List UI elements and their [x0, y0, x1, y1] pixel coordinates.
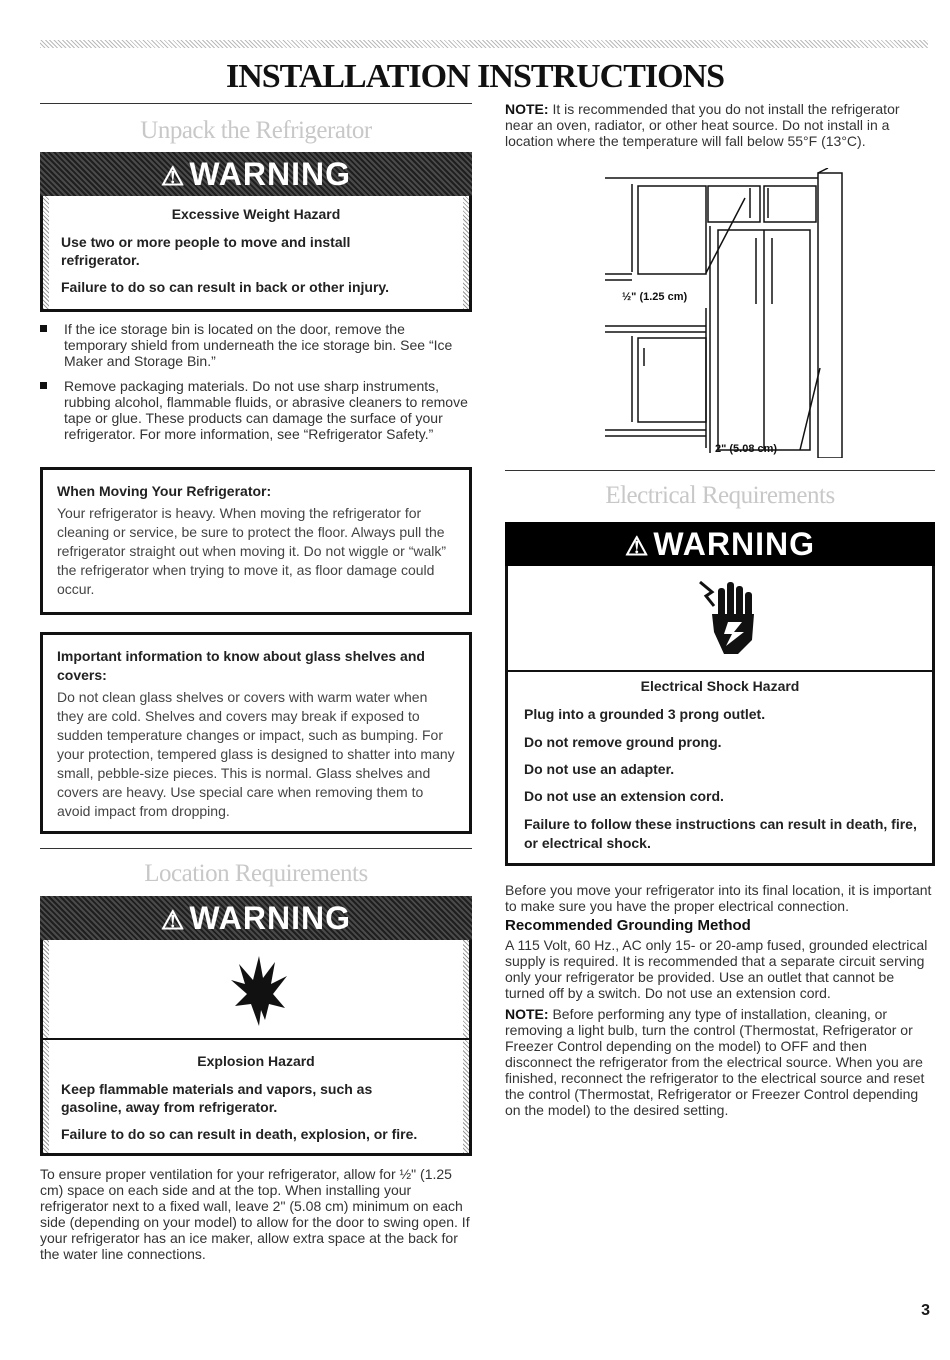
glass-title: Important information to know about glass shelves and covers: — [57, 648, 425, 683]
bullet-square-icon — [40, 325, 47, 332]
grounding-text: A 115 Volt, 60 Hz., AC only 15- or 20-amp fused, grounded electrical supply is required. It is recommended that a separate circuit serving only your refrigerator be provided. Use an outlet that cannot be turned off by a switch. Do not use an extension cord. — [505, 937, 928, 1001]
moving-info-box — [40, 467, 472, 615]
note-label: NOTE: — [505, 1006, 549, 1022]
unpack-heading: Unpack the Refrigerator — [140, 117, 372, 144]
warning-label: WARNING — [653, 526, 815, 562]
hazard-instruction: Do not use an extension cord. — [524, 788, 724, 804]
electrical-text-block — [505, 882, 937, 1118]
note-label: NOTE: — [505, 101, 549, 117]
warning-label: WARNING — [189, 156, 351, 192]
ventilation-text: To ensure proper ventilation for your refrigerator, allow for ½" (1.25 cm) space on each side and at the top. When installing your refrigerator next to a fixed wall, leave 2" (5.08 cm) minimum on each side (depending on your model) to allow for the door to swing open. If your refrigerator has an ice maker, allow extra space at the back for the water line connections. — [40, 1166, 470, 1262]
explosion-hazard-icon — [229, 954, 289, 1026]
unpack-warning-banner — [40, 152, 472, 196]
note-text: Before performing any type of installation, cleaning, or removing a light bulb, turn the control (Thermostat, Refrigerator or Freezer Control depending on the model) to OFF and then disconnect the refrigerator from the electrical source. When you are finished, reconnect the refrigerator to the electrical source and reset the control (Thermostat, Refrigerator or Freezer Control depending on the model) to the desired setting. — [505, 1006, 925, 1118]
hazard-instruction: Do not remove ground prong. — [524, 734, 722, 750]
page-title: INSTALLATION INSTRUCTIONS — [225, 58, 725, 95]
hazard-instruction: Do not use an adapter. — [524, 761, 675, 777]
section-divider — [505, 470, 935, 471]
section-divider — [40, 848, 472, 849]
hazard-title: Electrical Shock Hazard — [640, 678, 800, 694]
warning-triangle-icon: ⚠ — [625, 531, 650, 561]
hatch-right — [463, 940, 469, 1153]
list-item — [40, 378, 470, 442]
moving-title: When Moving Your Refrigerator: — [57, 483, 272, 499]
electrical-heading: Electrical Requirements — [605, 482, 835, 509]
hatch-left — [43, 940, 49, 1153]
electrical-intro: Before you move your refrigerator into its final location, it is important to make sure you have the proper electrical connection. — [505, 882, 932, 914]
bullet-text: Remove packaging materials. Do not use sharp instruments, rubbing alcohol, flammable fluids, or abrasive cleaners to remove tape or glue. These products can damage the surface of your refrigerator. For more information, see “Refrigerator Safety.” — [64, 378, 468, 442]
warning-triangle-icon: ⚠ — [161, 161, 186, 191]
location-warning-banner — [40, 896, 472, 940]
warning-triangle-icon: ⚠ — [161, 905, 186, 935]
warning-label: WARNING — [189, 900, 351, 936]
note-text: It is recommended that you do not install the refrigerator near an oven, radiator, or other heat source. Do not install in a location where the temperature will fall below 55°F (13°C). — [505, 101, 900, 149]
glass-text: Do not clean glass shelves or covers with warm water when they are cold. Shelves and covers may break if exposed to sudden temperature changes or impact, such as bumping. For your protection, tempered glass is designed to shatter into many small, pebble-size pieces. This is normal. Glass shelves and covers are heavy. Use special care when removing them to avoid impact from dropping. — [57, 689, 455, 819]
bullet-square-icon — [40, 382, 47, 389]
hazard-instruction: Keep flammable materials and vapors, such as gasoline, away from refrigerator. — [61, 1081, 373, 1115]
clearance-top-label: ½" (1.25 cm) — [622, 291, 688, 303]
hazard-consequence: Failure to do so can result in back or other injury. — [61, 279, 390, 295]
hazard-title: Excessive Weight Hazard — [171, 206, 341, 222]
clearance-side-label: 2" (5.08 cm) — [715, 443, 778, 455]
ventilation-paragraph — [40, 1166, 472, 1262]
box-divider — [508, 670, 932, 672]
electrical-warning-box — [505, 566, 935, 866]
clearance-diagram — [600, 168, 850, 458]
location-note — [505, 101, 930, 149]
moving-text: Your refrigerator is heavy. When moving the refrigerator for cleaning or service, be sure to protect the floor. Always pull the refrigerator straight out when moving it. Do not wiggle or “walk” the refrigerator when trying to move it, as floor damage could occur. — [57, 505, 447, 597]
hazard-consequence: Failure to do so can result in death, explosion, or fire. — [61, 1126, 418, 1142]
unpack-warning-box — [40, 196, 472, 312]
top-decorative-bar — [40, 40, 928, 48]
list-item — [40, 321, 460, 369]
glass-info-box — [40, 632, 472, 834]
hazard-instruction: Use two or more people to move and install refrigerator. — [61, 234, 351, 268]
bullet-text: If the ice storage bin is located on the door, remove the temporary shield from underneath the ice storage bin. See “Ice Maker and Storage Bin.” — [64, 321, 453, 369]
hazard-title: Explosion Hazard — [197, 1053, 315, 1069]
box-divider — [43, 1038, 469, 1040]
electrical-shock-icon — [698, 578, 758, 658]
location-warning-box — [40, 940, 472, 1156]
page-number: 3 — [921, 1302, 930, 1319]
section-divider — [40, 103, 472, 104]
grounding-title: Recommended Grounding Method — [505, 917, 751, 934]
hazard-consequence: Failure to follow these instructions can result in death, fire, or electrical shock. — [524, 816, 917, 851]
location-heading: Location Requirements — [144, 860, 368, 887]
electrical-warning-banner — [505, 522, 935, 566]
hazard-instruction: Plug into a grounded 3 prong outlet. — [524, 706, 766, 722]
